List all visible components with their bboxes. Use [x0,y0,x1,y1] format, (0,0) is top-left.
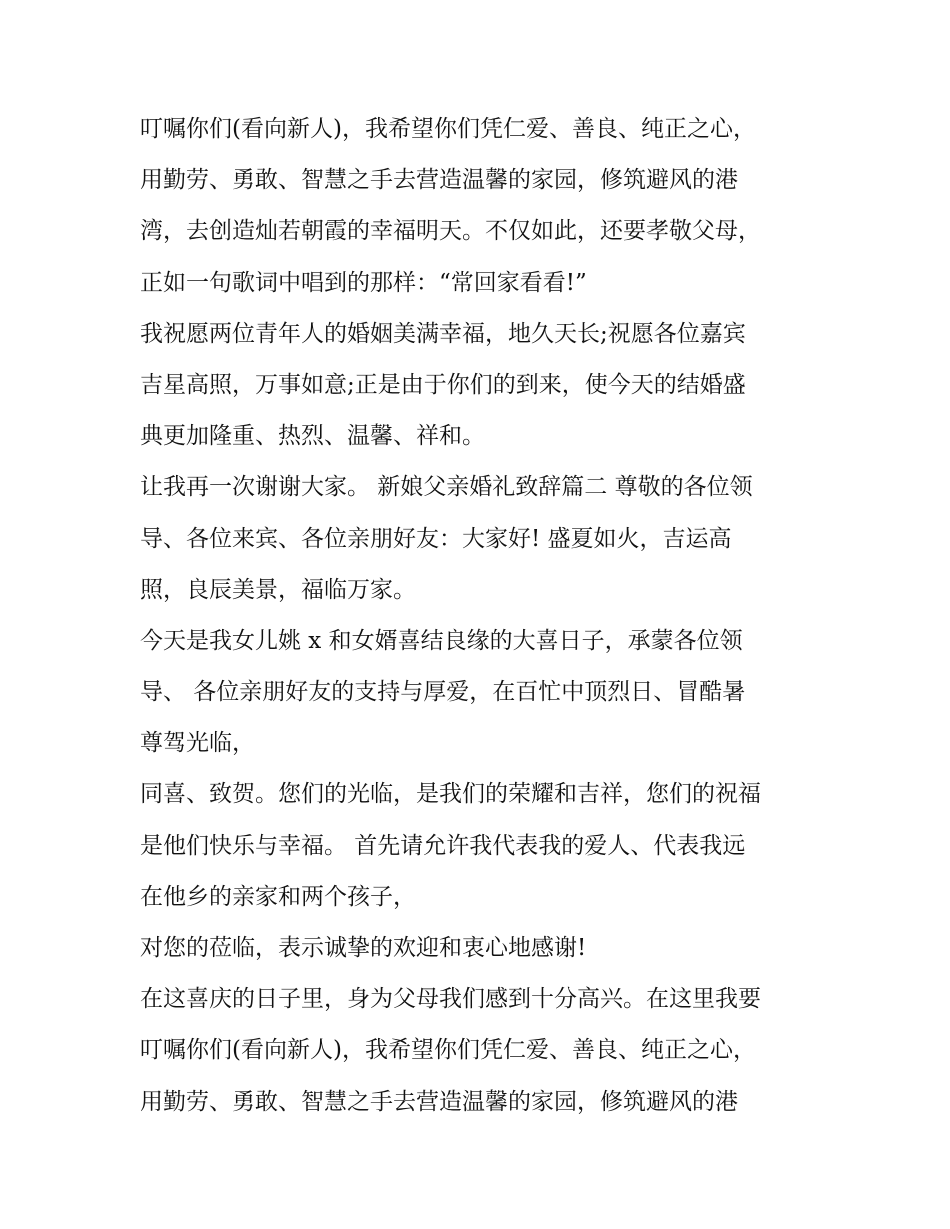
text-line-18: 在这喜庆的日子里，身为父母我们感到十分高兴。在这里我要 [140,986,761,1013]
text-line-4: 正如一句歌词中唱到的那样：“常回家看看!” [140,269,587,296]
text-line-14: 同喜、致贺。您们的光临，是我们的荣耀和吉祥，您们的祝福 [140,781,761,808]
text-line-16: 在他乡的亲家和两个孩子， [140,883,416,910]
text-line-6: 吉星高照，万事如意;正是由于你们的到来，使今天的结婚盛 [140,371,746,398]
text-line-17: 对您的莅临，表示诚挚的欢迎和衷心地感谢! [140,935,587,961]
text-line-2: 用勤劳、勇敢、智慧之手去营造温馨的家园，修筑避风的港 [140,167,738,194]
text-line-19: 叮嘱你们(看向新人)，我希望你们凭仁爱、善良、纯正之心， [140,1037,756,1064]
text-line-10: 照，良辰美景，福临万家。 [140,576,416,603]
text-line-13: 尊驾光临， [140,730,255,757]
text-line-3: 湾，去创造灿若朝霞的幸福明天。不仅如此，还要孝敬父母， [140,218,761,245]
text-line-5: 我祝愿两位青年人的婚姻美满幸福，地久天长;祝愿各位嘉宾 [140,320,746,347]
text-line-20: 用勤劳、勇敢、智慧之手去营造温馨的家园，修筑避风的港 [140,1088,738,1115]
text-line-8: 让我再一次谢谢大家。 新娘父亲婚礼致辞篇二 尊敬的各位领 [140,474,753,501]
text-line-9: 导、各位来宾、各位亲朋好友：大家好! 盛夏如火，吉运高 [140,525,732,552]
text-line-7: 典更加隆重、热烈、温馨、祥和。 [140,423,485,450]
text-line-11: 今天是我女儿姚 x 和女婿喜结良缘的大喜日子，承蒙各位领 [140,627,743,654]
text-line-12: 导、 各位亲朋好友的支持与厚爱，在百忙中顶烈日、冒酷暑 [140,679,746,706]
text-line-15: 是他们快乐与幸福。 首先请允许我代表我的爱人、代表我远 [140,832,746,859]
text-line-1: 叮嘱你们(看向新人)，我希望你们凭仁爱、善良、纯正之心， [140,116,756,142]
document-body [140,104,840,1128]
